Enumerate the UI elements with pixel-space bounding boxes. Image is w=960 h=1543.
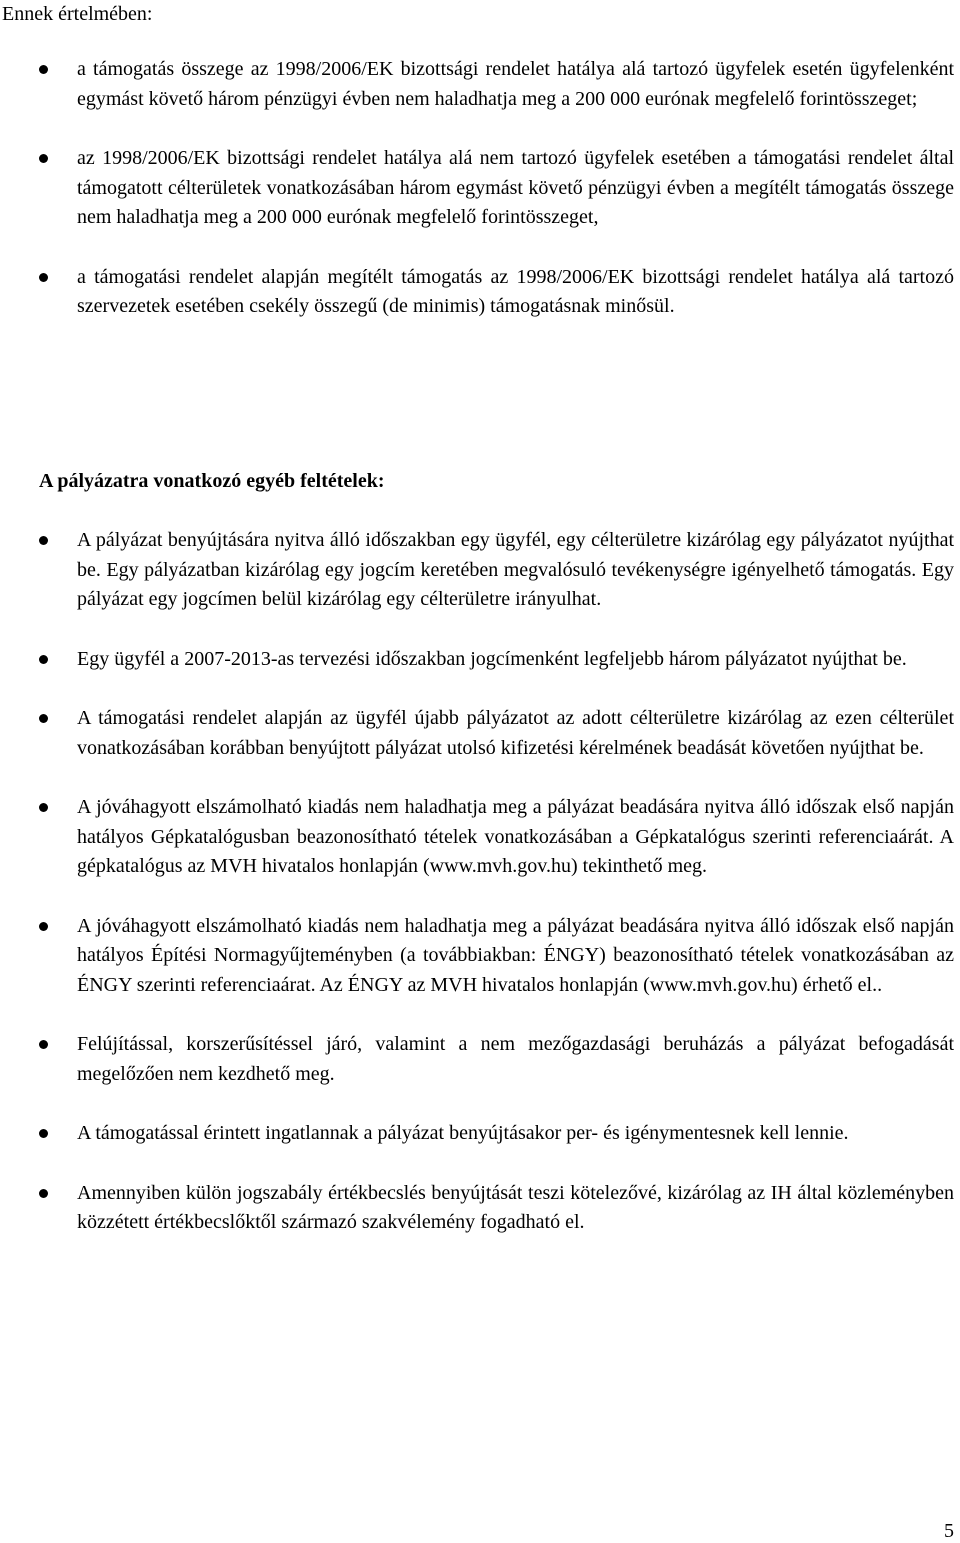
list-item-text: Felújítással, korszerűsítéssel járó, valamint a nem mezőgazdasági beruházás a pályázat befogadását megelőzően nem kezdhető meg.	[77, 1033, 954, 1085]
list-item	[0, 912, 960, 1001]
list-item	[0, 645, 960, 675]
bullet-icon	[39, 536, 48, 545]
list-item-text: A pályázat benyújtására nyitva álló időszakban egy ügyfél, egy célterületre kizárólag egy pályázatot nyújthat be. Egy pályázatban kizárólag egy jogcím keretében megvalósuló tevékenységre igényelhető támogatás. Egy pályázat egy jogcímen belül kizárólag egy célterületre irányulhat.	[77, 529, 954, 610]
conditions-list	[0, 55, 960, 352]
intro-text: Ennek értelmében:	[2, 3, 153, 25]
bullet-icon	[39, 1040, 48, 1049]
section-heading: A pályázatra vonatkozó egyéb feltételek:	[39, 470, 385, 492]
list-item-text: az 1998/2006/EK bizottsági rendelet hatálya alá nem tartozó ügyfelek esetében a támogatási rendelet által támogatott célterületek vonatkozásában három egymást követő pénzügyi évben a megítélt támogatás összege nem haladhatja meg a 200 000 eurónak megfelelő forintösszeget,	[77, 147, 954, 228]
list-item	[0, 55, 960, 114]
bullet-icon	[39, 922, 48, 931]
list-item-text: Egy ügyfél a 2007-2013-as tervezési időszakban jogcímenként legfeljebb három pályázatot nyújthat be.	[77, 647, 907, 670]
bullet-icon	[39, 714, 48, 723]
bullet-icon	[39, 154, 48, 163]
bullet-icon	[39, 273, 48, 282]
bullet-icon	[39, 65, 48, 74]
list-item-text: A támogatási rendelet alapján az ügyfél újabb pályázatot az adott célterületre kizárólag az ezen célterület vonatkozásában korábban benyújtott pályázat utolsó kifizetési kérelmének beadását követően nyújthat be.	[77, 707, 954, 759]
other-conditions-list	[0, 526, 960, 1268]
bullet-icon	[39, 655, 48, 664]
bullet-icon	[39, 803, 48, 812]
page-number: 5	[944, 1520, 954, 1542]
list-item	[0, 526, 960, 615]
list-item	[0, 144, 960, 233]
bullet-icon	[39, 1189, 48, 1198]
list-item-text: A jóváhagyott elszámolható kiadás nem haladhatja meg a pályázat beadására nyitva álló időszak első napján hatályos Gépkatalógusban beazonosítható tételek vonatkozásában a Gépkatalógus szerinti referenciaárát. A gépkatalógus az MVH hivatalos honlapján (www.mvh.gov.hu) tekinthető meg.	[77, 796, 954, 877]
list-item	[0, 1119, 960, 1149]
list-item-text: a támogatás összege az 1998/2006/EK bizottsági rendelet hatálya alá tartozó ügyfelek esetén ügyfelenként egymást követő három pénzügyi évben nem haladhatja meg a 200 000 eurónak megfelelő forintösszeget;	[77, 58, 954, 110]
list-item-text: Amennyiben külön jogszabály értékbecslés benyújtását teszi kötelezővé, kizárólag az IH által közleményben közzétett értékbecslőktől származó szakvélemény fogadható el.	[77, 1181, 954, 1233]
list-item-text: a támogatási rendelet alapján megítélt támogatás az 1998/2006/EK bizottsági rendelet hatálya alá tartozó szervezetek esetében csekély összegű (de minimis) támogatásnak minősül.	[77, 265, 954, 317]
list-item	[0, 704, 960, 763]
bullet-icon	[39, 1129, 48, 1138]
list-item	[0, 263, 960, 322]
list-item-text: A jóváhagyott elszámolható kiadás nem haladhatja meg a pályázat beadására nyitva álló időszak első napján hatályos Építési Normagyűjteményben (a továbbiakban: ÉNGY) beazonosítható tételek vonatkozásában az ÉNGY szerinti referenciaárat. Az ÉNGY az MVH hivatalos honlapján (www.mvh.gov.hu) érhető el..	[77, 914, 954, 996]
list-item	[0, 1179, 960, 1238]
list-item	[0, 793, 960, 882]
list-item	[0, 1030, 960, 1089]
list-item-text: A támogatással érintett ingatlannak a pályázat benyújtásakor per- és igénymentesnek kell lennie.	[77, 1122, 849, 1144]
